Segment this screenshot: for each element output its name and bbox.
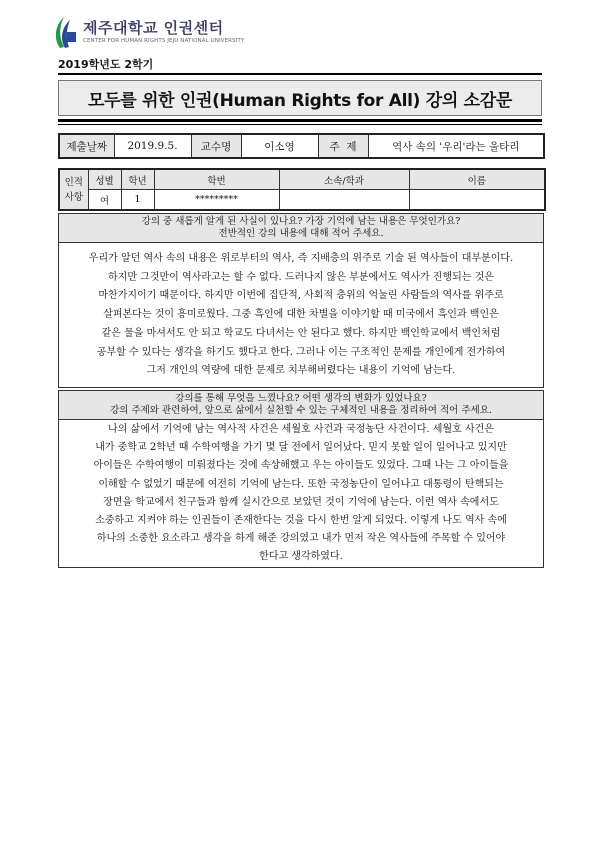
center-name-english: CENTER FOR HUMAN RIGHTS JEJU NATIONAL UNIVERSITY <box>83 38 245 44</box>
answer-line: 같은 물을 마셔서도 안 되고 학교도 다녀서는 안 된다고 했다. 하지만 백인학교에서 백인처럼 <box>101 327 501 339</box>
question-1-line2: 전반적인 강의 내용에 대해 적어 주세요. <box>218 228 384 239</box>
student-info-table <box>58 168 546 211</box>
answer-line: 나의 삶에서 기억에 남는 역사적 사건은 세월호 사건과 국정농단 사건이다. 세월호 사건은 <box>108 424 494 435</box>
gender-header: 성별 <box>88 169 121 190</box>
divider-thin <box>58 124 542 125</box>
divider-top <box>58 73 542 75</box>
answer-line: 우리가 알던 역사 속의 내용은 위로부터의 역사, 즉 지배층의 위주로 기술 된 역사들이 대부분이다. <box>88 253 514 264</box>
date-value: 2019.9.5. <box>114 134 191 158</box>
department-value <box>279 190 409 211</box>
answer-line: 하지만 그것만이 역사라고는 할 수 없다. 드러나지 않은 부분에서도 역사가 진행되는 것은 <box>108 271 494 283</box>
answer-line: 내가 중학교 2학년 때 수학여행을 가기 몇 달 전에서 일어났다. 믿지 못할 일이 일어나고 있지만 <box>95 442 507 454</box>
question-2-box <box>58 390 544 568</box>
question-1-answer <box>59 243 543 381</box>
name-header: 이름 <box>409 169 545 190</box>
document-title-box <box>58 80 542 116</box>
professor-label: 교수명 <box>191 134 241 158</box>
student-section-label-line1: 인적 <box>64 176 83 188</box>
topic-label: 주 제 <box>318 134 368 158</box>
gender-value: 여 <box>88 190 121 211</box>
question-2-answer <box>59 420 543 567</box>
question-2-line2: 강의 주제와 관련하여, 앞으로 삶에서 실천할 수 있는 구체적인 내용을 정리하여 적어 주세요. <box>110 405 492 416</box>
professor-value: 이소영 <box>241 134 318 158</box>
answer-line: 이해할 수 없었기 때문에 여전히 기억에 남는다. 또한 국정농단이 일어나고 대통령이 탄핵되는 <box>98 478 504 490</box>
answer-line: 공부할 수 있다는 생각을 하기도 했다고 한다. 그러나 이는 구조적인 문제를 개인에게 전가하여 <box>96 346 506 358</box>
student-id-value: ********* <box>154 190 279 211</box>
center-logo-icon <box>52 14 78 50</box>
answer-line: 마찬가지이기 때문이다. 하지만 이번에 집단적, 사회적 층위의 억눌린 사람들의 역사를 위주로 <box>98 290 504 302</box>
question-2-line1: 강의를 통해 무엇을 느꼈나요? 어떤 생각의 변화가 있었나요? <box>175 393 427 404</box>
semester-label: 2019학년도 2학기 <box>58 58 154 71</box>
topic-value: 역사 속의 '우리'라는 울타리 <box>368 134 544 158</box>
question-1-line1: 강의 중 새롭게 알게 된 사실이 있나요? 가장 기억에 남는 내용은 무엇인가요? <box>141 216 461 227</box>
question-2-prompt <box>59 391 543 420</box>
answer-line: 한다고 생각하였다. <box>259 551 343 563</box>
answer-line: 장면을 학교에서 친구들과 함께 실시간으로 보았던 것이 기억에 남는다. 이런 역사 속에서도 <box>103 496 499 508</box>
question-1-box <box>58 213 544 388</box>
student-section-label <box>59 169 88 210</box>
center-name: 제주대학교 인권센터 <box>83 19 224 37</box>
document-title: 모두를 위한 인권(Human Rights for All) 강의 소감문 <box>88 90 512 111</box>
answer-line: 살펴본다는 것이 흥미로웠다. 그중 흑인에 대한 차별을 이야기할 때 미국에서 흑인과 백인은 <box>103 309 499 321</box>
answer-line: 하나의 소중한 요소라고 생각을 하게 해준 강의였고 내가 먼저 작은 역사들에 주목할 수 있어야 <box>96 533 506 545</box>
info-table <box>58 133 545 159</box>
question-1-prompt <box>59 214 543 243</box>
year-header: 학년 <box>121 169 154 190</box>
date-label: 제출날짜 <box>59 134 114 158</box>
answer-line: 아이들은 수학여행이 미뤄졌다는 것에 속상해했고 우는 아이들도 있었다. 그때 나는 그 아이들을 <box>93 460 509 472</box>
name-value <box>409 190 545 211</box>
year-value: 1 <box>121 190 154 211</box>
answer-line: 그저 개인의 역량에 대한 문제로 치부해버렸다는 내용이 기억에 남는다. <box>146 365 456 377</box>
student-section-label-line2: 사항 <box>64 191 83 203</box>
center-logo <box>52 14 352 54</box>
department-header: 소속/학과 <box>279 169 409 190</box>
answer-line: 소중하고 지켜야 하는 인권들이 존재한다는 것을 다시 한번 알게 되었다. 이렇게 나도 역사 속에 <box>95 515 507 527</box>
student-id-header: 학번 <box>154 169 279 190</box>
divider-thick <box>58 119 542 122</box>
